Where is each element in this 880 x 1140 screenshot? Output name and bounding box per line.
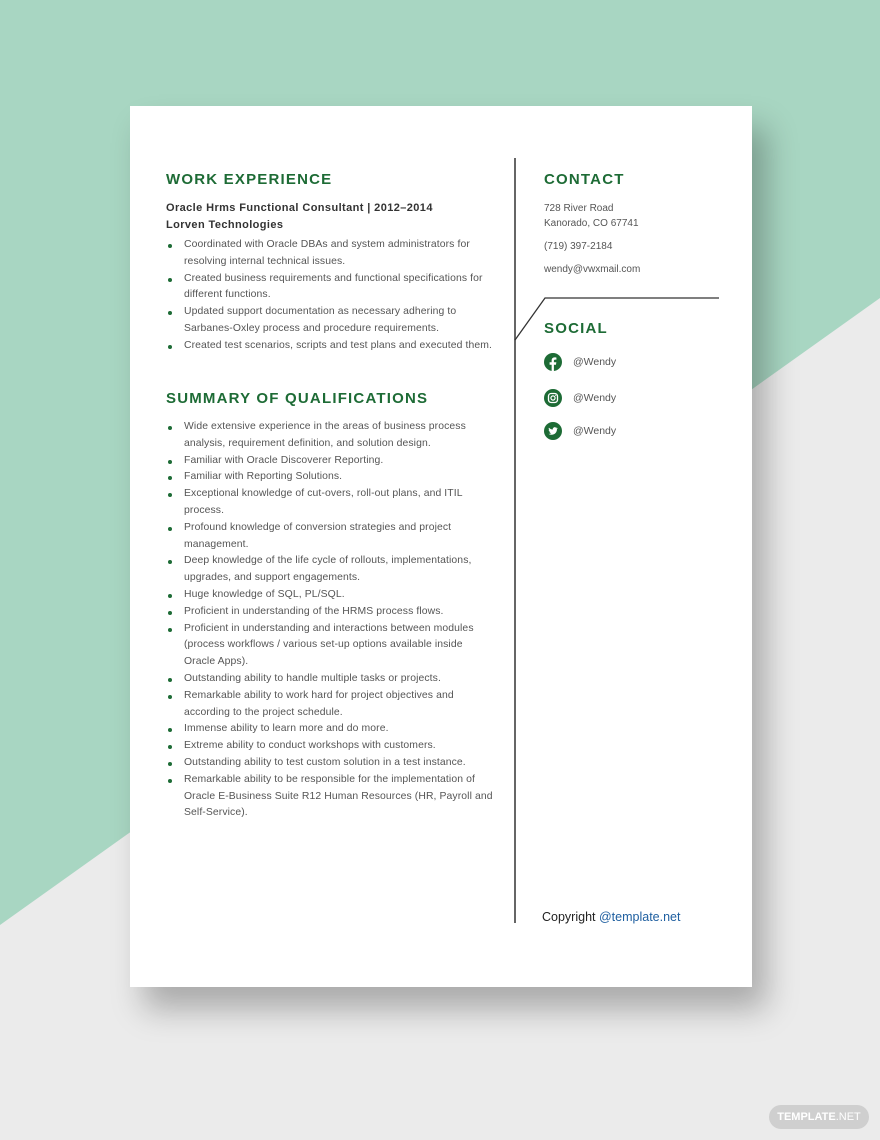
list-item: Immense ability to learn more and do more. [166,721,496,738]
list-item: Outstanding ability to test custom solution in a test instance. [166,755,496,772]
list-item: Wide extensive experience in the areas of business process analysis, requirement definition, and solution design. [166,419,496,453]
copyright-text: Copyright [542,910,596,924]
work-bullets [166,237,496,355]
resume-page [130,106,752,987]
list-item: Remarkable ability to be responsible for the implementation of Oracle E-Business Suite R12 Human Resources (HR, Payroll and Self-Service). [166,772,496,822]
list-item: Proficient in understanding of the HRMS process flows. [166,604,496,621]
copyright [542,910,680,924]
list-item: Remarkable ability to work hard for project objectives and according to the project schedule. [166,688,496,722]
job-header [166,200,433,234]
list-item: Outstanding ability to handle multiple tasks or projects. [166,671,496,688]
instagram-icon [544,389,562,407]
list-item: Created test scenarios, scripts and test plans and executed them. [166,338,496,355]
social-heading: SOCIAL [544,320,608,337]
twitter-icon [544,422,562,440]
list-item: Created business requirements and functional specifications for different functions. [166,271,496,305]
social-handle: @Wendy [573,356,617,368]
social-handle: @Wendy [573,392,617,404]
work-experience-heading: WORK EXPERIENCE [166,171,333,188]
contact-heading: CONTACT [544,171,625,188]
social-item-instagram[interactable] [544,389,616,407]
list-item: Deep knowledge of the life cycle of rollouts, implementations, upgrades, and support engagements. [166,553,496,587]
column-divider [514,158,516,923]
address-line-2: Kanorado, CO 67741 [544,218,639,229]
facebook-icon [544,353,562,371]
watermark-badge [769,1105,869,1129]
list-item: Profound knowledge of conversion strategies and project management. [166,520,496,554]
email: wendy@vwxmail.com [544,264,641,275]
social-handle: @Wendy [573,425,617,437]
social-item-facebook[interactable] [544,353,616,371]
watermark-bold: TEMPLATE [777,1111,836,1123]
social-item-twitter[interactable] [544,422,616,440]
summary-bullets [166,419,496,822]
list-item: Proficient in understanding and interactions between modules (process workflows / various set-up options available inside Oracle Apps). [166,621,496,671]
list-item: Coordinated with Oracle DBAs and system administrators for resolving internal technical issues. [166,237,496,271]
list-item: Exceptional knowledge of cut-overs, roll-out plans, and ITIL process. [166,486,496,520]
address [544,201,639,231]
list-item: Huge knowledge of SQL, PL/SQL. [166,587,496,604]
list-item: Updated support documentation as necessary adhering to Sarbanes-Oxley process and procedure requirements. [166,304,496,338]
template-link[interactable]: @template.net [598,910,681,924]
list-item: Extreme ability to conduct workshops with customers. [166,738,496,755]
summary-heading: SUMMARY OF QUALIFICATIONS [166,390,429,407]
list-item: Familiar with Oracle Discoverer Reporting. [166,453,496,470]
address-line-1: 728 River Road [544,203,614,214]
job-title: Oracle Hrms Functional Consultant | 2012–2014 [166,202,433,214]
company-name: Lorven Technologies [166,219,284,231]
list-item: Familiar with Reporting Solutions. [166,469,496,486]
watermark-light: .NET [835,1111,861,1123]
phone: (719) 397-2184 [544,241,613,252]
